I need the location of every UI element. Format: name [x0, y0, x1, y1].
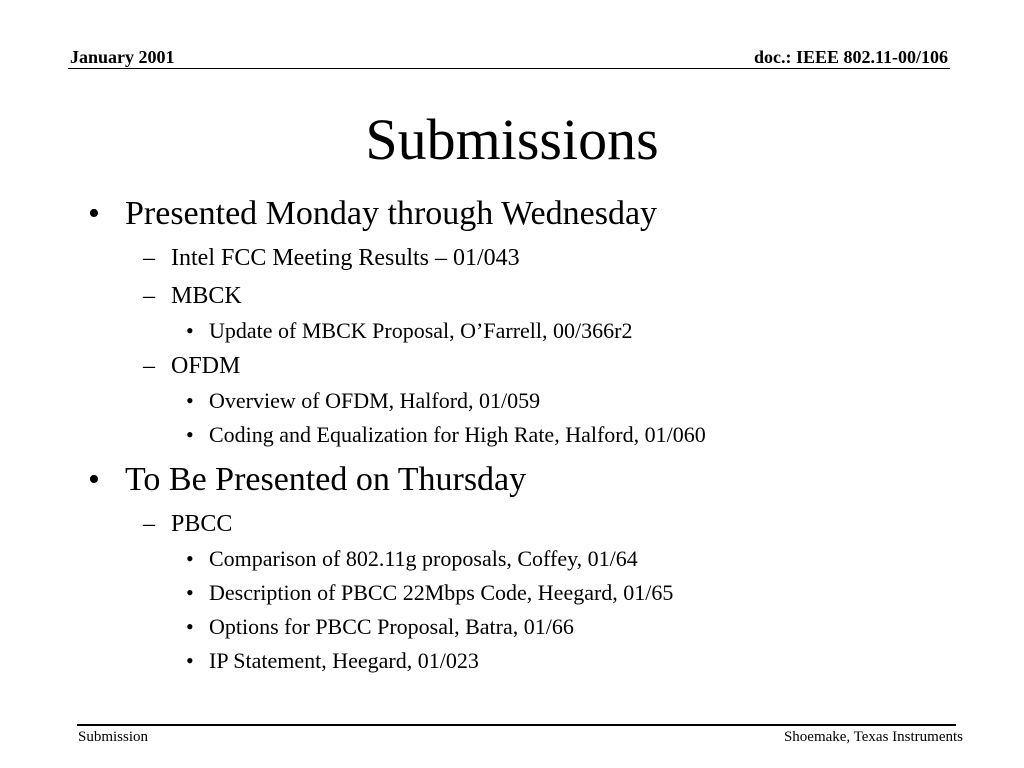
- header-doc-id: doc.: IEEE 802.11-00/106: [753, 47, 948, 67]
- sub-list-item-label: Comparison of 802.11g proposals, Coffey, 01/64: [209, 546, 638, 571]
- sub-list-item-label: Overview of OFDM, Halford, 01/059: [209, 388, 541, 413]
- bullet-icon: •: [186, 422, 194, 447]
- dash-icon: –: [143, 283, 155, 309]
- section-label: Presented Monday through Wednesday: [125, 195, 658, 232]
- sub-list-item-label: Description of PBCC 22Mbps Code, Heegard, 01/65: [209, 580, 674, 605]
- footer-author: Shoemake, Texas Instruments: [783, 729, 963, 745]
- dash-icon: –: [143, 353, 155, 379]
- dash-icon: –: [143, 511, 155, 537]
- section-label: To Be Presented on Thursday: [125, 461, 527, 498]
- dash-icon: –: [143, 245, 155, 271]
- list-item-label: PBCC: [171, 511, 233, 537]
- header-date: January 2001: [70, 47, 175, 67]
- bullet-icon: •: [88, 461, 100, 498]
- sub-list-item-label: Coding and Equalization for High Rate, Halford, 01/060: [209, 422, 706, 447]
- bullet-icon: •: [186, 318, 194, 343]
- footer-label: Submission: [78, 729, 149, 745]
- list-item-label: MBCK: [171, 283, 242, 309]
- sub-list-item-label: Options for PBCC Proposal, Batra, 01/66: [209, 614, 574, 639]
- bullet-icon: •: [186, 648, 194, 673]
- sub-list-item-label: Update of MBCK Proposal, O’Farrell, 00/366r2: [209, 318, 633, 343]
- bullet-icon: •: [88, 195, 100, 232]
- bullet-icon: •: [186, 580, 194, 605]
- bullet-icon: •: [186, 614, 194, 639]
- list-item-label: Intel FCC Meeting Results – 01/043: [171, 245, 520, 271]
- list-item-label: OFDM: [171, 353, 241, 379]
- sub-list-item-label: IP Statement, Heegard, 01/023: [209, 648, 479, 673]
- bullet-icon: •: [186, 388, 194, 413]
- footer-divider: [77, 724, 956, 726]
- bullet-icon: •: [186, 546, 194, 571]
- slide-title: Submissions: [365, 107, 659, 172]
